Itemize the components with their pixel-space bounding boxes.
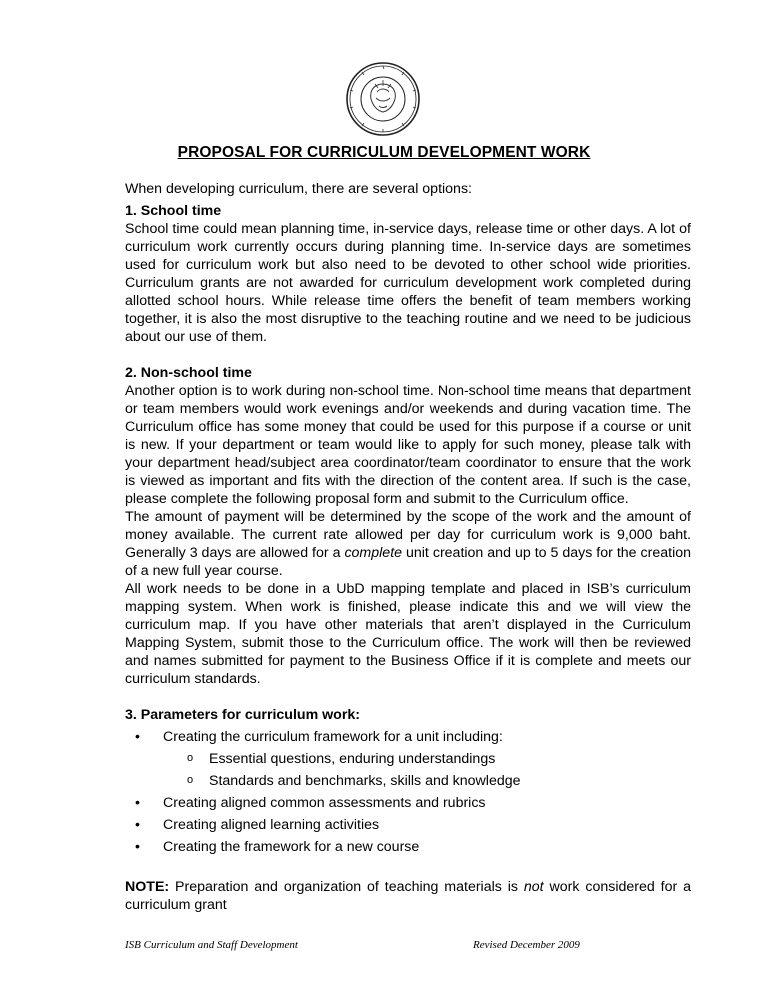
footer-right: Revised December 2009 <box>473 939 580 951</box>
footer-left: ISB Curriculum and Staff Development <box>125 939 298 951</box>
section1-paragraph: School time could mean planning time, in-service days, release time or other days. A lot of curriculum work currently occurs during planning time. In-service days are sometimes used for curriculum work but also need to be devoted to other school wide priorities. Curriculum grants are not awarded for curriculum development work completed during allotted school hours. While release time offers the benefit of team members working together, it is also the most disruptive to the teaching routine and we need to be judicious about our use of them. <box>125 221 691 345</box>
bullet-icon: • <box>135 839 140 855</box>
parameters-list <box>125 728 691 856</box>
section1-heading: 1. School time <box>125 203 222 219</box>
list-item: • Creating the curriculum framework for a unit including: o Essential questions, enduring understandings o Standards and benchmarks, skills and knowledge <box>125 728 691 790</box>
section2-paragraph-1: Another option is to work during non-school time. Non-school time means that department or team members would work evenings and/or weekends and during vacation time. The Curriculum office has some money that could be used for this purpose if a course or unit is new. If your department or team would like to apply for such money, please talk with your department head/subject area coordinator/team coordinator to ensure that the work is viewed as important and fits with the direction of the content area. If such is the case, please complete the following proposal form and submit to the Curriculum office. <box>125 383 691 507</box>
note-label: NOTE: <box>125 879 170 895</box>
document-body <box>125 180 691 914</box>
circle-bullet-icon: o <box>187 752 194 764</box>
sub-list-item: o Essential questions, enduring understandings <box>187 751 496 767</box>
section2-paragraph-2: The amount of payment will be determined by the scope of the work and the amount of money available. The current rate allowed per day for curriculum work is 9,000 baht. Generally 3 days are allowed for a complete unit creation and up to 5 days for the creation of a new full year course. <box>125 509 691 579</box>
note-paragraph: NOTE: Preparation and organization of teaching materials is not work considered for a curriculum grant <box>125 879 692 913</box>
bullet-icon: • <box>135 817 140 833</box>
list-item: • Creating aligned learning activities <box>135 817 380 833</box>
emphasis-not: not <box>523 879 544 895</box>
list-item: • Creating aligned common assessments and rubrics <box>135 795 486 811</box>
document-title: PROPOSAL FOR CURRICULUM DEVELOPMENT WORK <box>177 144 591 161</box>
section2-heading: 2. Non-school time <box>125 365 252 381</box>
section2-paragraph-3: All work needs to be done in a UbD mapping template and placed in ISB’s curriculum mapping system. When work is finished, please indicate this and we will view the curriculum map. If you have other materials that aren’t displayed in the Curriculum Mapping System, submit those to the Curriculum office. The work will then be reviewed and names submitted for payment to the Business Office if it is complete and meets our curriculum standards. <box>125 581 691 687</box>
section3-heading: 3. Parameters for curriculum work: <box>125 707 360 723</box>
list-item: • Creating the framework for a new course <box>135 839 420 855</box>
bullet-icon: • <box>135 795 140 811</box>
intro-paragraph: When developing curriculum, there are several options: <box>125 181 472 197</box>
sub-list <box>163 750 691 790</box>
bullet-icon: • <box>135 729 140 745</box>
emphasis-complete: complete <box>344 545 403 561</box>
circle-bullet-icon: o <box>187 774 194 786</box>
sub-list-item: o Standards and benchmarks, skills and knowledge <box>187 773 521 789</box>
school-seal-logo <box>344 60 422 138</box>
